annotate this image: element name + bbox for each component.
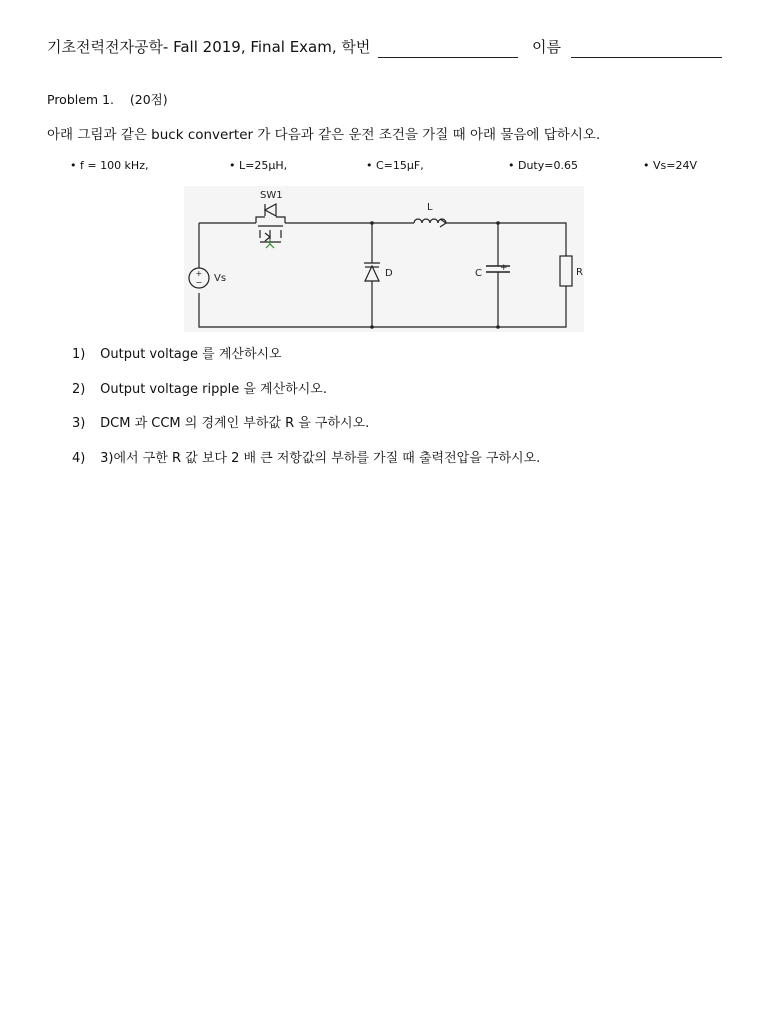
capacitor-label: C bbox=[475, 268, 482, 279]
source-minus: − bbox=[195, 278, 203, 287]
condition-duty: • Duty=0.65 bbox=[508, 159, 578, 172]
capacitor-plus: + bbox=[500, 263, 508, 273]
circuit-background bbox=[184, 186, 584, 332]
question-1 bbox=[72, 343, 282, 362]
condition-frequency: • f = 100 kHz, bbox=[70, 159, 149, 172]
name-label: 이름 bbox=[532, 38, 561, 56]
exam-header bbox=[47, 36, 370, 57]
source-label: Vs bbox=[214, 273, 227, 284]
condition-capacitance: • C=15μF, bbox=[366, 159, 424, 172]
question-number: 3) bbox=[72, 416, 86, 431]
question-number: 4) bbox=[72, 451, 86, 466]
exam-title: 기초전력전자공학- Fall 2019, Final Exam, 학번 bbox=[47, 38, 371, 56]
operating-conditions bbox=[0, 159, 768, 175]
question-4 bbox=[72, 447, 540, 466]
question-2 bbox=[72, 378, 327, 397]
source-plus: + bbox=[195, 269, 203, 278]
question-3 bbox=[72, 412, 369, 431]
question-text: DCM 과 CCM 의 경계인 부하값 R 을 구하시오. bbox=[100, 416, 370, 431]
condition-inductance: • L=25μH, bbox=[229, 159, 288, 172]
problem-intro: 아래 그림과 같은 buck converter 가 다음과 같은 운전 조건을 가질 때 아래 물음에 답하시오. bbox=[47, 127, 601, 143]
question-text: 3)에서 구한 R 값 보다 2 배 큰 저항값의 부하를 가질 때 출력전압을 구하시오. bbox=[100, 451, 541, 466]
switch-label: SW1 bbox=[260, 190, 283, 201]
resistor-symbol bbox=[560, 256, 572, 286]
question-number: 1) bbox=[72, 347, 86, 362]
question-text: Output voltage 를 계산하시오 bbox=[100, 347, 282, 362]
buck-converter-circuit bbox=[184, 186, 584, 332]
student-id-field[interactable] bbox=[378, 57, 518, 58]
question-text: Output voltage ripple 을 계산하시오. bbox=[100, 382, 327, 397]
problem-title: Problem 1. (20점) bbox=[47, 92, 168, 107]
resistor-label: R bbox=[576, 267, 583, 278]
condition-source-voltage: • Vs=24V bbox=[643, 159, 697, 172]
diode-label: D bbox=[385, 268, 393, 279]
inductor-label: L bbox=[427, 202, 433, 213]
question-number: 2) bbox=[72, 382, 86, 397]
name-field[interactable] bbox=[571, 57, 722, 58]
